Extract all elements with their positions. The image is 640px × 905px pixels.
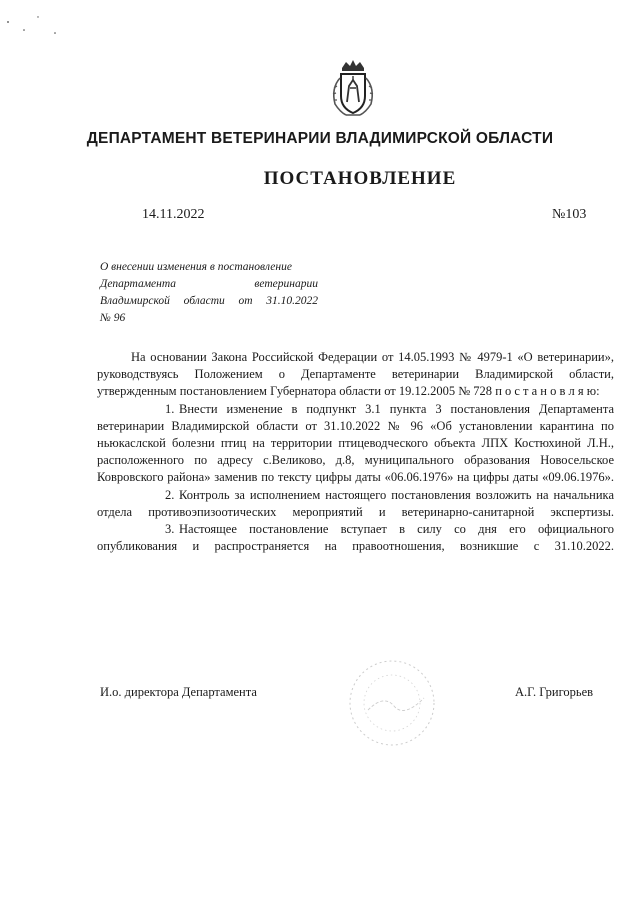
- item-text: Контроль за исполнением настоящего постановления возложить на начальника отдела противоэпизоотических мероприятий и ветеринарно-санитарной экспертизы.: [97, 487, 614, 519]
- item-text: Внести изменение в подпункт 3.1 пункта 3 постановления Департамента ветеринарии Владимирской области от 31.10.2022 № 96 «Об установлении карантина по ньюкаслской болезни птиц на территории птицеводческого объекта ЛПХ Костюхиной Л.Н., расположенного по адресу с.Великово, д.8, муниципального образования Новосельское Ковровского района» заменив по тексту цифры даты «06.06.1976» на цифры даты «09.06.1976».: [97, 401, 614, 485]
- preamble-paragraph: [97, 349, 614, 401]
- item-number: 3.: [165, 522, 175, 537]
- item-number: 2.: [165, 487, 175, 502]
- organization-name: ДЕПАРТАМЕНТ ВЕТЕРИНАРИИ ВЛАДИМИРСКОЙ ОБЛАСТИ: [86, 130, 554, 147]
- subject-line: № 96: [100, 312, 126, 324]
- scan-specks: [0, 0, 80, 40]
- decree-item: [97, 521, 614, 555]
- document-body: [97, 349, 614, 555]
- document-date: 14.11.2022: [142, 207, 205, 222]
- document-subject: [100, 259, 318, 327]
- signatory-name: А.Г. Григорьев: [515, 685, 594, 699]
- decree-item: [97, 401, 614, 487]
- document-number: №103: [552, 207, 587, 222]
- subject-line: Владимирской области от 31.10.2022: [100, 295, 318, 307]
- coat-of-arms-emblem: [328, 58, 378, 120]
- item-text: Настоящее постановление вступает в силу со дня его официального опубликования и распространяется на правоотношения, возникшие с 31.10.2022.: [97, 522, 614, 554]
- decree-word: п о с т а н о в л я ю:: [495, 384, 600, 399]
- item-number: 1.: [165, 401, 175, 416]
- faint-signature-stamp: [332, 648, 452, 758]
- preamble-text: На основании Закона Российской Федерации от 14.05.1993 № 4979-1 «О ветеринарии», руководствуясь Положением о Департаменте ветеринарии Владимирской области, утвержденным постановлением Губернатора области от 19.12.2005 № 728: [97, 350, 614, 399]
- signatory-position: И.о. директора Департамента: [100, 685, 257, 699]
- document-type-title: ПОСТАНОВЛЕНИЕ: [263, 168, 457, 189]
- subject-line: О внесении изменения в постановление: [100, 261, 292, 273]
- subject-line: Департамента ветеринарии: [100, 278, 318, 290]
- decree-item: [97, 487, 614, 521]
